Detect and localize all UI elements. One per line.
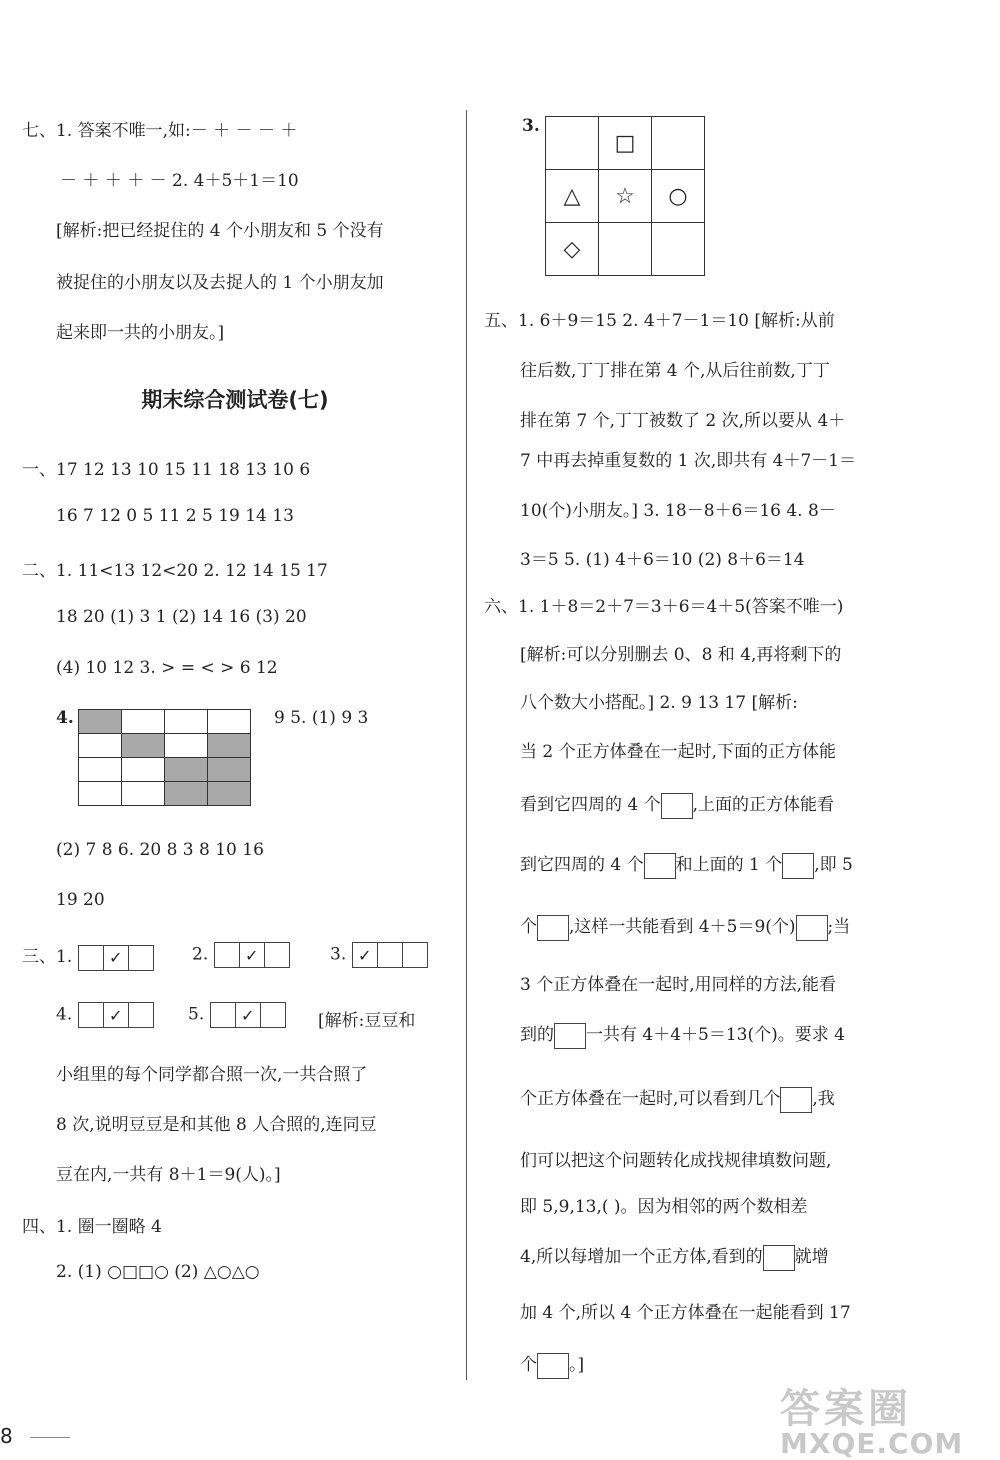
text-line: [解析:把已经捉住的 4 个小朋友和 5 个没有 — [56, 221, 384, 241]
grid-cell — [652, 117, 705, 170]
answer-line: 9 5. (1) 9 3 — [274, 708, 369, 728]
choice-boxes — [210, 1002, 286, 1028]
text-line — [520, 1020, 845, 1049]
answer-line: 18 20 (1) 3 1 (2) 14 16 (3) 20 — [56, 607, 307, 627]
text-line — [520, 790, 834, 819]
text-span: 4,所以每增加一个正方体,看到的 — [520, 1247, 763, 1267]
choice-boxes — [78, 945, 154, 971]
text-span: ,即 5 — [814, 855, 853, 875]
text-line: 排在第 7 个,丁丁被数了 2 次,所以要从 4＋ — [520, 411, 846, 431]
answer-line: 2. (1) ○□□○ (2) △○△○ — [56, 1262, 260, 1282]
answer-line: 16 7 12 0 5 11 2 5 19 14 13 — [56, 506, 294, 526]
square-icon — [763, 1245, 795, 1271]
grid-cell — [208, 710, 251, 734]
choice-box-checked: ✓ — [239, 942, 265, 968]
answer-line: 3＝5 5. (1) 4＋6＝10 (2) 8＋6＝14 — [520, 550, 805, 570]
answer-line — [188, 1002, 286, 1028]
text-line: 起来即一共的小朋友。] — [56, 323, 225, 343]
question-label: 三、1. — [22, 947, 73, 967]
choice-box — [377, 942, 403, 968]
choice-box — [128, 945, 154, 971]
choice-box-checked: ✓ — [235, 1002, 261, 1028]
grid-cell — [165, 782, 208, 806]
choice-box-checked: ✓ — [103, 1002, 129, 1028]
answer-line: 二、1. 11<13 12<20 2. 12 14 15 17 — [22, 561, 328, 581]
answer-line: (4) 10 12 3. > = < > 6 12 — [56, 658, 278, 678]
square-icon — [780, 1087, 812, 1113]
text-line: 8 次,说明豆豆是和其他 8 人合照的,连同豆 — [56, 1115, 377, 1135]
shaded-grid — [78, 709, 251, 806]
text-span: 。] — [569, 1355, 585, 1375]
answer-line: (2) 7 8 6. 20 8 3 8 10 16 — [56, 840, 264, 860]
choice-box-checked: ✓ — [352, 942, 378, 968]
answer-line — [22, 942, 154, 971]
choice-boxes — [352, 942, 428, 968]
choice-boxes — [214, 942, 290, 968]
column-divider — [466, 110, 467, 1380]
square-shape: □ — [599, 117, 652, 170]
text-span: ,这样一共能看到 4＋5＝9(个) — [569, 917, 796, 937]
text-line: 即 5,9,13,( )。因为相邻的两个数相差 — [520, 1197, 808, 1217]
grid-cell — [165, 734, 208, 758]
text-line: 们可以把这个问题转化成找规律填数问题, — [520, 1151, 832, 1171]
grid-cell — [122, 758, 165, 782]
answer-line: 八个数大小搭配。] 2. 9 13 17 [解析: — [520, 693, 798, 713]
text-span: 个 — [520, 1355, 537, 1375]
answer-line: 一、17 12 13 10 15 11 18 13 10 6 — [22, 460, 311, 480]
choice-box — [264, 942, 290, 968]
answer-line — [192, 942, 290, 968]
question-label: 3. — [330, 944, 347, 965]
square-icon — [661, 793, 693, 819]
grid-cell — [122, 782, 165, 806]
circle-shape: ○ — [652, 170, 705, 223]
square-icon — [537, 1353, 569, 1379]
choice-box — [78, 1002, 104, 1028]
text-line — [520, 1350, 584, 1379]
square-icon — [796, 915, 828, 941]
grid-cell — [208, 758, 251, 782]
text-span: 看到它四周的 4 个 — [520, 795, 661, 815]
text-line: 七、1. 答案不唯一,如:－ ＋ － － ＋ — [22, 121, 298, 141]
grid-cell — [122, 734, 165, 758]
text-line: [解析:可以分别删去 0、8 和 4,再将剩下的 — [520, 645, 842, 665]
text-span: ,上面的正方体能看 — [692, 795, 835, 815]
text-line: － ＋ ＋ ＋ － 2. 4＋5＋1＝10 — [60, 171, 299, 191]
question-label: 4. — [56, 708, 74, 728]
page-number: 8 — [0, 1424, 13, 1448]
text-span: 个正方体叠在一起时,可以看到几个 — [520, 1089, 781, 1109]
square-icon — [554, 1023, 586, 1049]
text-line — [520, 1084, 835, 1113]
watermark-logo: 答案圈 — [780, 1386, 912, 1432]
triangle-shape: △ — [546, 170, 599, 223]
question-label: 3. — [522, 116, 540, 136]
choice-box — [78, 945, 104, 971]
text-line — [520, 1242, 829, 1271]
text-line — [520, 850, 853, 879]
grid-cell — [208, 734, 251, 758]
choice-box — [128, 1002, 154, 1028]
grid-cell — [79, 782, 122, 806]
grid-cell — [165, 758, 208, 782]
square-icon — [644, 853, 676, 879]
answer-line: 六、1. 1＋8＝2＋7＝3＋6＝4＋5(答案不唯一) — [484, 597, 844, 617]
question-label: 2. — [192, 944, 209, 965]
answer-line: 10(个)小朋友。] 3. 18－8＋6＝16 4. 8－ — [520, 501, 836, 521]
grid-cell — [546, 117, 599, 170]
choice-box — [402, 942, 428, 968]
text-line: 当 2 个正方体叠在一起时,下面的正方体能 — [520, 742, 837, 762]
watermark-url: MXQE.COM — [780, 1427, 964, 1460]
choice-boxes — [78, 1002, 154, 1028]
text-line: 加 4 个,所以 4 个正方体叠在一起能看到 17 — [520, 1303, 851, 1323]
text-line: 小组里的每个同学都合照一次,一共合照了 — [56, 1065, 368, 1085]
watermark — [780, 1388, 963, 1458]
grid-cell — [79, 710, 122, 734]
grid-cell — [122, 710, 165, 734]
choice-box-checked: ✓ — [103, 945, 129, 971]
square-icon — [782, 853, 814, 879]
text-line — [520, 912, 850, 941]
text-span: 个 — [520, 917, 537, 937]
square-icon — [537, 915, 569, 941]
text-line: 7 中再去掉重复数的 1 次,即共有 4＋7－1＝ — [520, 451, 857, 471]
choice-box — [260, 1002, 286, 1028]
text-span: 一共有 4＋4＋5＝13(个)。要求 4 — [586, 1025, 845, 1045]
answer-line: 五、1. 6＋9＝15 2. 4＋7－1＝10 [解析:从前 — [484, 311, 835, 331]
text-line: 豆在内,一共有 8＋1＝9(人)。] — [56, 1165, 281, 1185]
diamond-shape: ◇ — [546, 223, 599, 276]
star-shape: ☆ — [599, 170, 652, 223]
question-label: 5. — [188, 1004, 205, 1025]
text-span: 到它四周的 4 个 — [520, 855, 644, 875]
footer-rule — [30, 1437, 70, 1438]
grid-cell — [79, 734, 122, 758]
text-line: [解析:豆豆和 — [318, 1011, 416, 1031]
choice-box — [210, 1002, 236, 1028]
shape-grid — [545, 116, 705, 276]
text-span: 就增 — [794, 1247, 829, 1267]
grid-cell — [599, 223, 652, 276]
text-span: ;当 — [827, 917, 851, 937]
question-label: 4. — [56, 1004, 73, 1025]
choice-box — [214, 942, 240, 968]
answer-line — [56, 1002, 154, 1028]
text-span: 到的 — [520, 1025, 554, 1045]
grid-cell — [79, 758, 122, 782]
text-line: 往后数,丁丁排在第 4 个,从后往前数,丁丁 — [520, 361, 830, 381]
text-span: 和上面的 1 个 — [675, 855, 783, 875]
grid-cell — [208, 782, 251, 806]
text-span: ,我 — [812, 1089, 835, 1109]
text-line: 3 个正方体叠在一起时,用同样的方法,能看 — [520, 975, 837, 995]
answer-line: 19 20 — [56, 890, 105, 910]
answer-line: 四、1. 圈一圈略 4 — [22, 1217, 162, 1237]
section-title: 期末综合测试卷(七) — [141, 388, 329, 412]
grid-cell — [165, 710, 208, 734]
answer-line — [330, 942, 428, 968]
grid-cell — [652, 223, 705, 276]
text-line: 被捉住的小朋友以及去捉人的 1 个小朋友加 — [56, 273, 384, 293]
